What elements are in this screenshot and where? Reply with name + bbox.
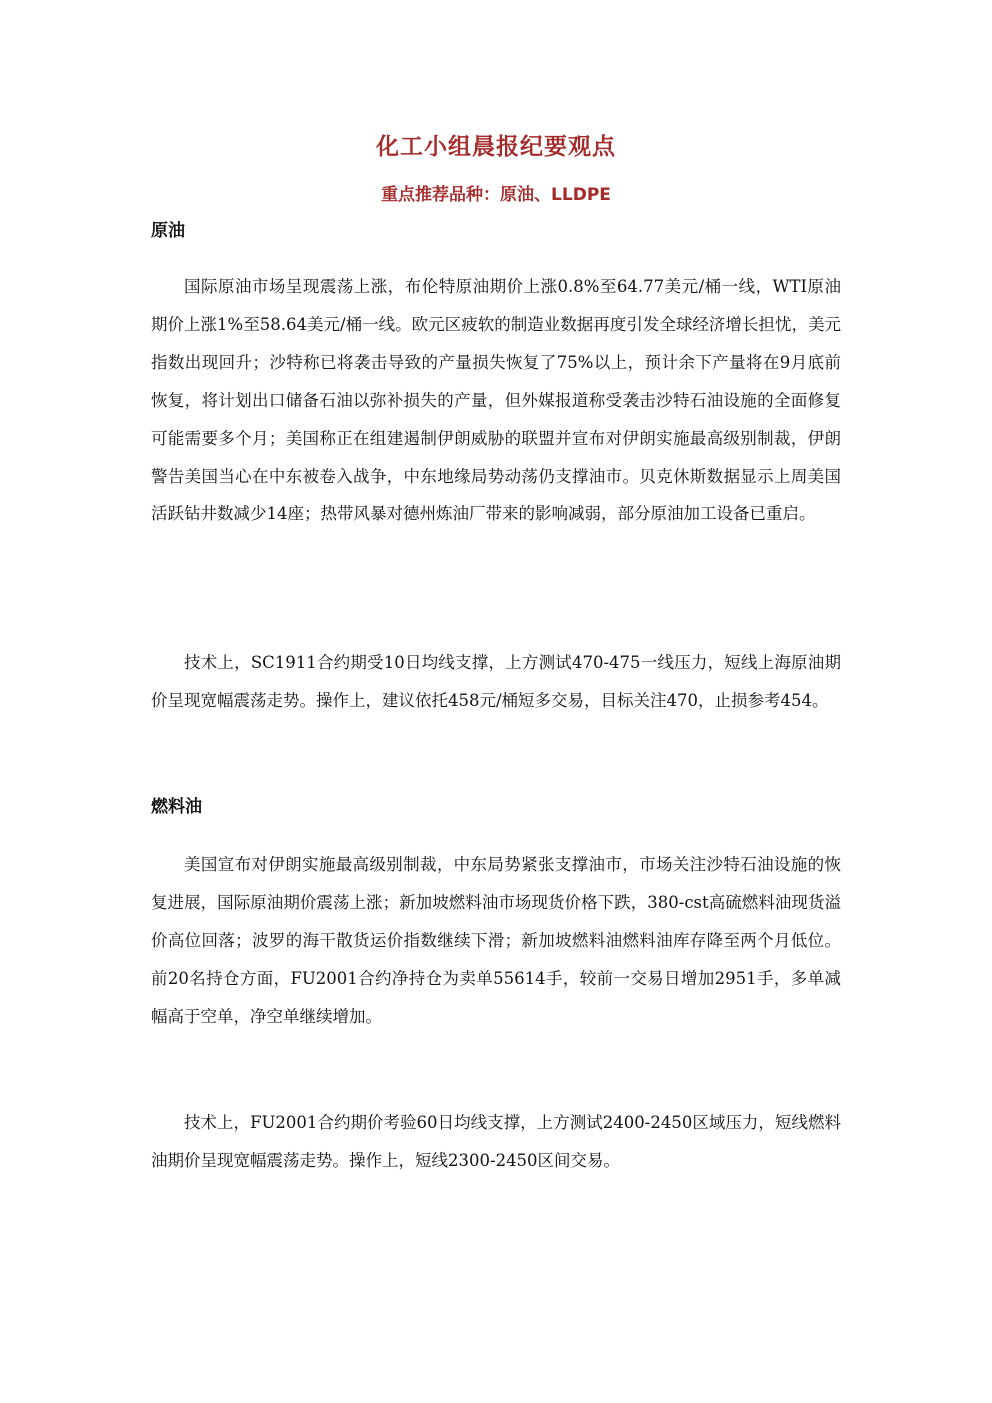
section-heading-fuel-oil: 燃料油 [151, 797, 202, 817]
crude-oil-market-paragraph: 国际原油市场呈现震荡上涨，布伦特原油期价上涨0.8%至64.77美元/桶一线，WTI原油期价上涨1%至58.64美元/桶一线。欧元区疲软的制造业数据再度引发全球经济增长担忧，美元指数出现回升；沙特称已将袭击导致的产量损失恢复了75%以上，预计余下产量将在9月底前恢复，将计划出口储备石油以弥补损失的产量，但外媒报道称受袭击沙特石油设施的全面修复可能需要多个月；美国称正在组建遏制伊朗威胁的联盟并宣布对伊朗实施最高级别制裁，伊朗警告美国当心在中东被卷入战争，中东地缘局势动荡仍支撑油市。贝克休斯数据显示上周美国活跃钻井数减少14座；热带风暴对德州炼油厂带来的影响减弱，部分原油加工设备已重启。 [151, 277, 841, 524]
fuel-oil-technical-paragraph: 技术上，FU2001合约期价考验60日均线支撑，上方测试2400-2450区域压力，短线燃料油期价呈现宽幅震荡走势。操作上，短线2300-2450区间交易。 [151, 1113, 841, 1170]
document-title: 化工小组晨报纪要观点 [376, 134, 616, 160]
crude-oil-technical-paragraph: 技术上，SC1911合约期受10日均线支撑，上方测试470-475一线压力，短线上海原油期价呈现宽幅震荡走势。操作上，建议依托458元/桶短多交易，目标关注470，止损参考454。 [151, 653, 841, 710]
section-heading-crude-oil: 原油 [151, 221, 185, 241]
document-subtitle: 重点推荐品种：原油、LLDPE [381, 185, 611, 205]
fuel-oil-market-paragraph: 美国宣布对伊朗实施最高级别制裁，中东局势紧张支撑油市，市场关注沙特石油设施的恢复进展，国际原油期价震荡上涨；新加坡燃料油市场现货价格下跌，380-cst高硫燃料油现货溢价高位回落；波罗的海干散货运价指数继续下滑；新加坡燃料油燃料油库存降至两个月低位。前20名持仓方面，FU2001合约净持仓为卖单55614手，较前一交易日增加2951手，多单减幅高于空单，净空单继续增加。 [151, 855, 841, 1026]
